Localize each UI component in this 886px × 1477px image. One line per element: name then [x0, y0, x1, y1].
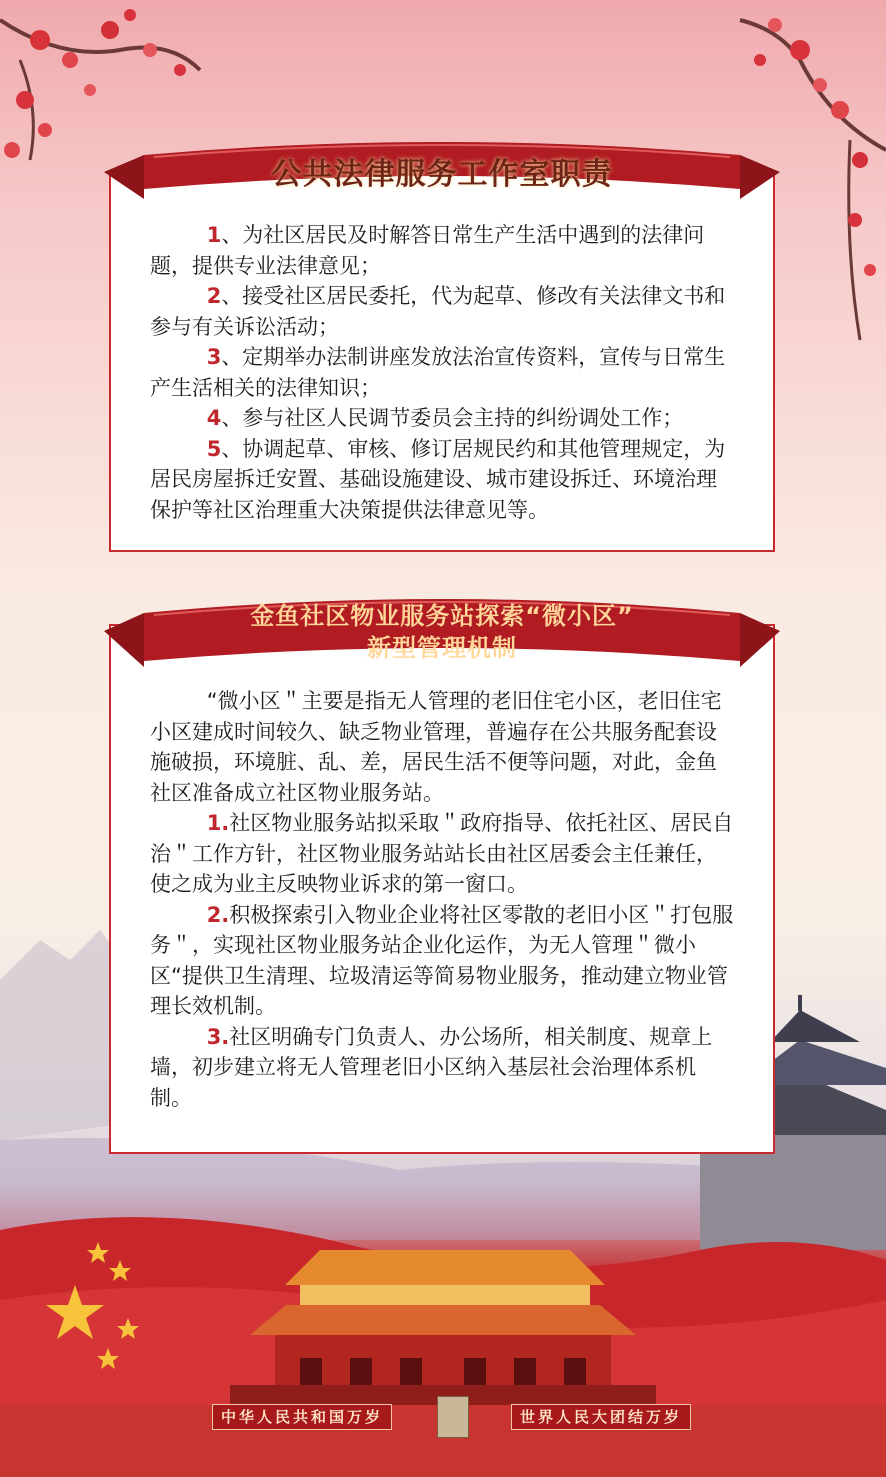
list-item	[150, 342, 736, 403]
micro-community-title-line2: 新型管理机制	[367, 634, 517, 662]
item-number: 1	[206, 223, 222, 247]
item-text: 、定期举办法制讲座发放法治宣传资料，宣传与日常生产生活相关的法律知识；	[150, 345, 726, 400]
list-item	[150, 403, 736, 434]
legal-service-duties-list	[150, 220, 736, 525]
slogan-banner-left: 中华人民共和国万岁	[212, 1404, 392, 1430]
item-number: 3.	[206, 1024, 230, 1049]
item-text: 、接受社区居民委托，代为起草、修改有关法律文书和参与有关诉讼活动；	[150, 284, 726, 339]
list-item	[150, 1022, 736, 1114]
item-number: 3	[206, 345, 222, 369]
list-item	[150, 900, 736, 1022]
item-number: 5	[206, 436, 222, 461]
intro-paragraph: “微小区＂主要是指无人管理的老旧住宅小区，老旧住宅小区建成时间较久、缺乏物业管理，普遍存在公共服务配套设施破损，环境脏、乱、差，居民生活不便等问题，对此，金鱼社区准备成立社区物业服务站。	[150, 689, 722, 805]
micro-community-title-ribbon	[104, 591, 780, 671]
item-text: 积极探索引入物业企业将社区零散的老旧小区＂打包服务＂，实现社区物业服务站企业化运作，为无人管理＂微小区“提供卫生清理、垃圾清运等简易物业服务，推动建立物业管理长效机制。	[150, 902, 734, 1018]
legal-service-title-ribbon	[104, 137, 780, 199]
item-text: 社区物业服务站拟采取＂政府指导、依托社区、居民自治＂工作方针，社区物业服务站站长由社区居委会主任兼任，使之成为业主反映物业诉求的第一窗口。	[150, 811, 734, 896]
item-text: 、参与社区人民调节委员会主持的纠纷调处工作；	[221, 406, 684, 430]
list-item	[150, 808, 736, 900]
item-text: 、协调起草、审核、修订居规民约和其他管理规定，为居民房屋拆迁安置、基础设施建设、城市建设拆迁、环境治理保护等社区治理重大决策提供法律意见等。	[150, 436, 726, 522]
micro-community-title-line1: 金鱼社区物业服务站探索“微小区”	[250, 602, 634, 630]
list-item	[150, 220, 736, 281]
list-item	[150, 281, 736, 342]
legal-service-title: 公共法律服务工作室职责	[271, 157, 613, 192]
item-number: 2	[206, 284, 222, 308]
portrait-image	[437, 1396, 469, 1438]
list-item	[150, 434, 736, 526]
item-number: 1.	[206, 811, 230, 835]
micro-community-content	[150, 686, 736, 1113]
item-text: 社区明确专门负责人、办公场所，相关制度、规章上墙，初步建立将无人管理老旧小区纳入基层社会治理体系机制。	[150, 1024, 713, 1110]
item-text: 、为社区居民及时解答日常生产生活中遇到的法律问题，提供专业法律意见；	[150, 223, 705, 278]
item-number: 2.	[206, 902, 230, 927]
item-number: 4	[206, 406, 222, 430]
slogan-banner-right: 世界人民大团结万岁	[511, 1404, 691, 1430]
